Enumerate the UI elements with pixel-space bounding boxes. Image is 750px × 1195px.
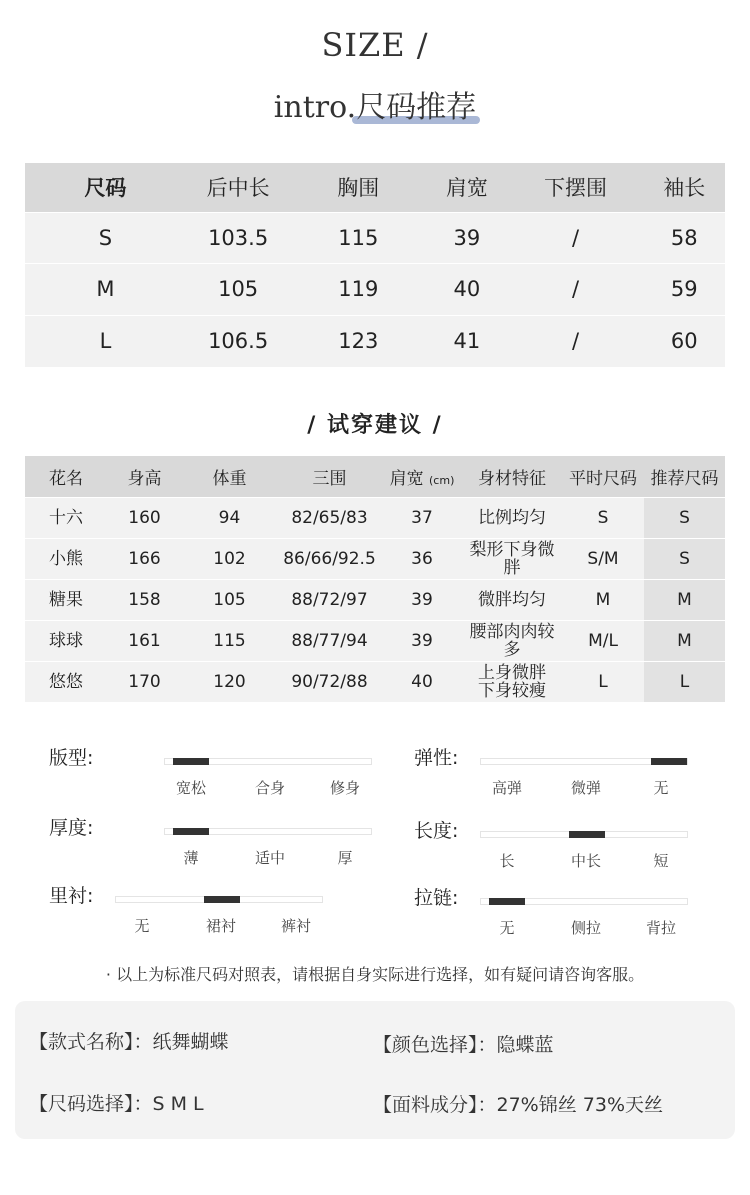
table-row xyxy=(25,212,725,264)
table-cell: M xyxy=(595,589,611,610)
table-cell: 119 xyxy=(338,277,379,302)
table-cell: 36 xyxy=(411,548,433,569)
table-cell: 糖果 xyxy=(49,589,83,610)
attr-option-label: 侧拉 xyxy=(570,919,601,937)
table-cell: 59 xyxy=(670,277,698,302)
table-cell: L xyxy=(99,329,112,353)
table-cell: 158 xyxy=(128,589,161,610)
attr-lining-label: 里衬: xyxy=(49,885,94,907)
table-row xyxy=(25,579,725,620)
table-cell: 悠悠 xyxy=(49,671,83,692)
table-cell: M/L xyxy=(588,630,618,651)
attr-option-label: 裙衬 xyxy=(205,917,236,935)
attr-track xyxy=(480,831,688,838)
attr-option-label: 适中 xyxy=(254,849,285,867)
table-row xyxy=(25,497,725,538)
table-cell: 120 xyxy=(213,671,246,692)
table-cell: 58 xyxy=(670,225,698,250)
table-cell: M xyxy=(644,620,725,661)
table-cell: 102 xyxy=(213,548,246,569)
table-row xyxy=(25,538,725,579)
table-cell: 115 xyxy=(338,225,379,250)
table-cell: 微胖均匀 xyxy=(478,589,546,610)
attr-level-marker xyxy=(489,898,525,905)
table-cell: 166 xyxy=(128,548,161,569)
try-header-usual-size: 平时尺码 xyxy=(569,468,637,489)
table-cell: 106.5 xyxy=(208,329,269,353)
table-cell: S xyxy=(644,538,725,579)
table-cell: S xyxy=(98,225,113,250)
title-intro-latin: intro. xyxy=(273,90,357,125)
table-cell: 94 xyxy=(218,507,241,528)
size-header-bust: 胸围 xyxy=(337,176,380,201)
attr-level-marker xyxy=(569,831,605,838)
attr-level-marker xyxy=(173,758,209,765)
try-on-table xyxy=(25,456,725,702)
attr-length-label: 长度: xyxy=(414,820,459,842)
attr-option-label: 短 xyxy=(653,852,669,870)
title-size: SIZE / xyxy=(321,26,429,64)
size-header-size: 尺码 xyxy=(84,176,127,201)
table-row xyxy=(25,620,725,661)
attr-option-label: 合身 xyxy=(254,779,285,797)
attr-stretch-label: 弹性: xyxy=(414,747,459,769)
table-cell: S/M xyxy=(587,548,619,569)
table-cell: L xyxy=(598,671,608,692)
attr-option-label: 无 xyxy=(134,917,150,935)
attr-zipper xyxy=(414,883,714,953)
table-cell: 小熊 xyxy=(49,548,83,569)
product-style-name: 【款式名称】：纸舞蝴蝶 xyxy=(29,1031,229,1053)
attr-option-label: 厚 xyxy=(337,849,353,867)
size-table-header xyxy=(25,163,725,212)
attr-track xyxy=(164,828,372,835)
attr-level-marker xyxy=(173,828,209,835)
table-cell: 115 xyxy=(213,630,246,651)
attr-track xyxy=(480,758,688,765)
table-cell: / xyxy=(572,225,580,250)
table-cell: M xyxy=(96,277,115,302)
table-cell: 170 xyxy=(128,671,161,692)
table-cell: M xyxy=(644,579,725,620)
title-intro-cn: 尺码推荐 xyxy=(356,82,476,126)
try-header-shoulder xyxy=(382,456,462,497)
attr-fit-label: 版型: xyxy=(49,747,94,769)
table-cell: 161 xyxy=(128,630,161,651)
attr-stretch xyxy=(414,743,714,813)
size-table xyxy=(25,163,725,367)
attr-track xyxy=(480,898,688,905)
attr-option-label: 无 xyxy=(653,779,669,797)
attr-option-label: 背拉 xyxy=(645,919,676,937)
attr-zipper-label: 拉链: xyxy=(414,887,459,909)
attr-thickness-label: 厚度: xyxy=(49,817,94,839)
attr-option-label: 薄 xyxy=(183,849,199,867)
table-cell: 39 xyxy=(411,630,433,651)
table-cell: 90/72/88 xyxy=(291,671,368,692)
attr-option-label: 无 xyxy=(499,919,515,937)
table-cell: 腰部肉肉较多 xyxy=(469,621,555,660)
attr-option-label: 宽松 xyxy=(175,779,206,797)
table-cell: L xyxy=(644,661,725,702)
attr-option-label: 长 xyxy=(499,852,515,870)
size-header-shoulder: 肩宽 xyxy=(445,176,488,201)
table-row xyxy=(25,315,725,367)
try-header-measurements: 三围 xyxy=(312,468,347,489)
table-cell: 82/65/83 xyxy=(291,507,368,528)
table-cell: 41 xyxy=(453,329,481,353)
attr-level-marker xyxy=(651,758,687,765)
attr-track xyxy=(164,758,372,765)
size-header-back-length: 后中长 xyxy=(206,176,270,201)
table-cell: S xyxy=(597,507,609,528)
table-cell: 球球 xyxy=(49,630,83,651)
table-cell: 40 xyxy=(453,277,481,302)
table-cell: 梨形下身微胖 xyxy=(469,539,555,578)
try-header-weight: 体重 xyxy=(212,468,247,489)
size-header-hem: 下摆围 xyxy=(544,176,608,201)
attr-fit xyxy=(49,743,360,813)
table-cell: 105 xyxy=(213,589,246,610)
try-header-recommended-size: 推荐尺码 xyxy=(650,468,719,489)
try-header-name: 花名 xyxy=(49,468,83,489)
table-cell: 123 xyxy=(338,329,379,353)
size-header-sleeve: 袖长 xyxy=(663,176,706,201)
attr-option-label: 中长 xyxy=(570,852,601,870)
table-cell: 40 xyxy=(411,671,433,692)
product-sizes: 【尺码选择】：S M L xyxy=(29,1093,204,1115)
table-row xyxy=(25,661,725,702)
attr-thickness xyxy=(49,813,353,883)
title-intro xyxy=(0,82,750,126)
table-cell: S xyxy=(644,497,725,538)
attr-lining xyxy=(49,881,349,951)
attr-length xyxy=(414,816,714,886)
fit-section-title: / 试穿建议 / xyxy=(307,413,443,438)
table-cell: 86/66/92.5 xyxy=(283,548,376,569)
try-header-shoulder-unit: (cm) xyxy=(429,473,455,487)
table-cell: 上身微胖 下身较瘦 xyxy=(478,662,546,701)
table-cell: / xyxy=(572,329,580,353)
product-color: 【颜色选择】：隐蝶蓝 xyxy=(373,1034,554,1056)
table-cell: 39 xyxy=(453,225,481,250)
attr-level-marker xyxy=(204,896,240,903)
table-row xyxy=(25,264,725,316)
table-cell: 比例均匀 xyxy=(478,507,546,528)
attr-option-label: 高弹 xyxy=(491,779,522,797)
try-table-header xyxy=(25,456,725,497)
size-note: · 以上为标准尺码对照表，请根据自身实际进行选择，如有疑问请咨询客服。 xyxy=(105,965,645,984)
try-header-body-type: 身材特征 xyxy=(478,468,546,489)
table-cell: 105 xyxy=(218,277,259,302)
table-cell: 37 xyxy=(411,507,433,528)
table-cell: / xyxy=(572,277,580,302)
table-cell: 103.5 xyxy=(208,225,269,250)
table-cell: 十六 xyxy=(49,507,83,528)
table-cell: 160 xyxy=(128,507,161,528)
table-cell: 88/72/97 xyxy=(291,589,368,610)
try-header-shoulder-label: 肩宽 xyxy=(389,468,424,489)
attr-track xyxy=(115,896,323,903)
table-cell: 39 xyxy=(411,589,433,610)
attr-option-label: 修身 xyxy=(329,779,360,797)
product-info-box xyxy=(15,1001,735,1139)
product-fabric: 【面料成分】：27%锦丝 73%天丝 xyxy=(373,1094,664,1116)
table-cell: 88/77/94 xyxy=(291,630,368,651)
attr-option-label: 微弹 xyxy=(570,779,601,797)
attr-option-label: 裤衬 xyxy=(280,917,311,935)
try-header-height: 身高 xyxy=(127,468,162,489)
table-cell: 60 xyxy=(670,329,698,353)
